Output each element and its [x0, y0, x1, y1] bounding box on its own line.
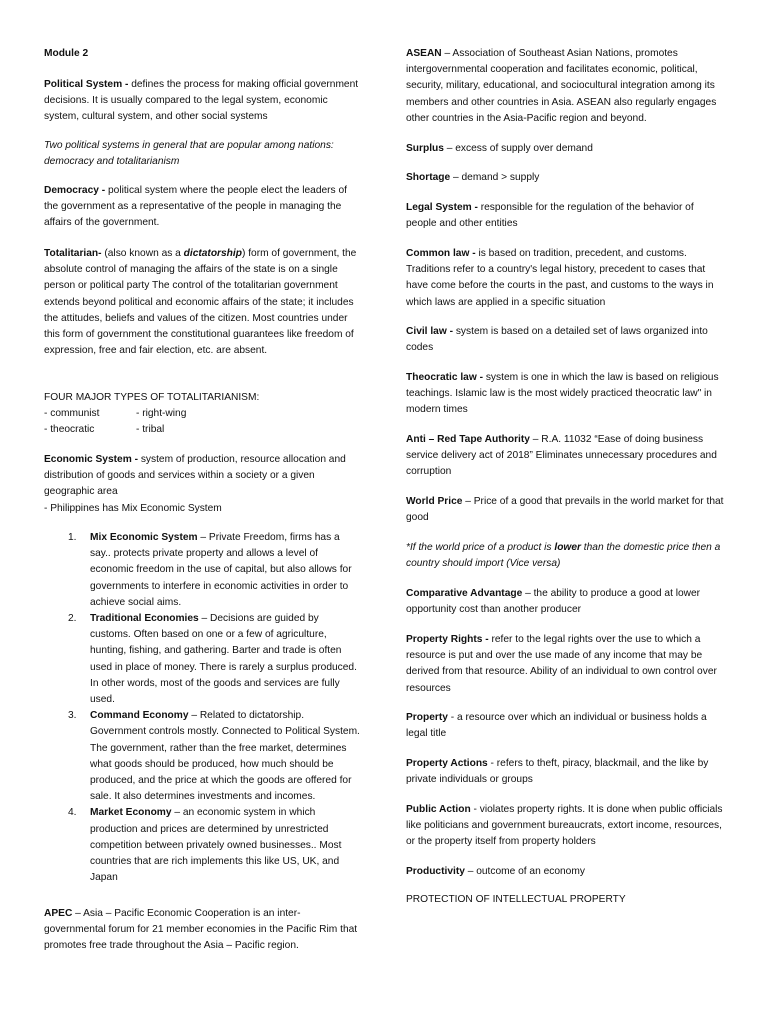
- totalitarian-definition: Totalitarian- (also known as a dictatorship) form of government, the absolute control of managing the affairs of the state is on a single person or political party The control of the totalitarian government extends beyond political and economic affairs of the state; it includes the attitudes, beliefs and values of the citizen. Most countries under this form of government the constitutional guarantees like freedom of expression, free and fair election, etc. are absent.: [44, 248, 357, 357]
- term: ASEAN: [406, 48, 442, 59]
- democracy-definition: Democracy - political system where the people elect the leaders of the government as a representative of the people in managing the affairs of the government.: [44, 185, 347, 229]
- term: Comparative Advantage: [406, 588, 523, 599]
- comparative-advantage-definition: Comparative Advantage – the ability to produce a good at lower opportunity cost than another producer: [406, 588, 701, 616]
- term: Property Rights -: [406, 634, 489, 645]
- term: Totalitarian-: [44, 248, 102, 259]
- world-price-note: *If the world price of a product is lower than the domestic price then a country should import (Vice versa): [406, 542, 721, 570]
- term: Anti – Red Tape Authority: [406, 434, 530, 445]
- property-rights-definition: Property Rights - refer to the legal rights over the use to which a resource is put and over the use made of any income that may be derived from that resource. Ability of an individual to own control over resources: [406, 634, 717, 694]
- list-item: 3. Command Economy – Related to dictatorship. Government controls mostly. Connected to Political System. The government, rather than the free market, determines what goods should be produced, how much should be produced, and the price at which the goods are offered for sale. It also determines investments and incomes.: [68, 710, 360, 803]
- term: Democracy -: [44, 185, 106, 196]
- term: Public Action: [406, 804, 471, 815]
- term: Economic System -: [44, 454, 138, 465]
- ip-heading: PROTECTION OF INTELLECTUAL PROPERTY: [406, 894, 626, 905]
- types-row: - theocratic - tribal: [44, 424, 165, 436]
- legal-system-definition: Legal System - responsible for the regulation of the behavior of people and other entities: [406, 202, 694, 230]
- list-item: 2. Traditional Economies – Decisions are guided by customs. Often based on one or a few of agriculture, hunting, fishing, and gathering. Barter and trade is often used in place of money. There is rarely a surplus produced. In other words, most of the goods and services are fully used.: [68, 613, 357, 706]
- term: APEC: [44, 908, 73, 919]
- red-tape-definition: Anti – Red Tape Authority – R.A. 11032 “Ease of doing business service delivery act of 2018” Eliminates unnecessary procedures and corruption: [406, 434, 717, 478]
- term: Productivity: [406, 866, 465, 877]
- property-definition: Property - a resource over which an individual or business holds a legal title: [406, 712, 707, 740]
- module-title: Module 2: [44, 48, 89, 59]
- term: Theocratic law -: [406, 372, 483, 383]
- world-price-definition: World Price – Price of a good that prevails in the world market for that good: [406, 496, 724, 524]
- economy-types-list: [44, 530, 362, 886]
- term: Property Actions: [406, 758, 488, 769]
- asean-definition: ASEAN – Association of Southeast Asian Nations, promotes intergovernmental cooperation and facilitates economic, political, security, military, educational, and sociocultural integration among its members and other countries in Asia. ASEAN also regularly engages other countries in the Asia-Pacific region and beyond.: [406, 48, 717, 124]
- economic-system-note: - Philippines has Mix Economic System: [44, 502, 222, 514]
- term: Surplus: [406, 143, 444, 154]
- civil-law-definition: Civil law - system is based on a detailed set of laws organized into codes: [406, 326, 708, 354]
- property-actions-definition: Property Actions - refers to theft, piracy, blackmail, and the like by private individuals or groups: [406, 758, 709, 786]
- term: Civil law -: [406, 326, 453, 337]
- common-law-definition: Common law - is based on tradition, precedent, and customs. Traditions refer to a country's legal history, precedent to cases that have come before the courts in the past, and customs to the ways in which laws are applied in a specific situation: [406, 248, 714, 308]
- term: Common law -: [406, 248, 476, 259]
- shortage-definition: Shortage – demand > supply: [406, 172, 540, 183]
- types-heading: FOUR MAJOR TYPES OF TOTALITARIANISM:: [44, 392, 260, 403]
- term: Shortage: [406, 172, 451, 183]
- surplus-definition: Surplus – excess of supply over demand: [406, 143, 593, 154]
- term: World Price: [406, 496, 463, 507]
- list-item: 1. Mix Economic System – Private Freedom, firms has a say.. protects private property and allows a level of economic freedom in the use of capital, but also allows for governments to interfere in economic activities in order to achieve social aims.: [68, 532, 352, 608]
- types-row: - communist - right-wing: [44, 408, 187, 420]
- public-action-definition: Public Action - violates property rights. It is done when public officials like politicians and government bureaucrats, extort income, resources, or the property itself from property holders: [406, 804, 723, 848]
- theocratic-law-definition: Theocratic law - system is one in which the law is based on religious teachings. Islamic law is the most widely practiced theocratic law" in modern times: [406, 372, 719, 416]
- apec-definition: APEC – Asia – Pacific Economic Cooperation is an inter-governmental forum for 21 member economies in the Pacific Rim that promotes free trade throughout the Asia – Pacific region.: [44, 908, 358, 952]
- term: Political System -: [44, 79, 129, 90]
- term: Property: [406, 712, 448, 723]
- productivity-definition: Productivity – outcome of an economy: [406, 866, 585, 877]
- political-system-definition: Political System - defines the process for making official government decisions. It is usually compared to the legal system, economic system, cultural system, and other social systems: [44, 79, 359, 123]
- list-item: 4. Market Economy – an economic system in which production and prices are determined by unrestricted competition between privately owned businesses.. Most countries that are rich implements this like US, UK, and Japan: [68, 807, 342, 884]
- economic-system-definition: Economic System - system of production, resource allocation and distribution of goods and services within a society or a given geographic area - Philippines has Mix Economic System: [44, 452, 362, 517]
- term: Legal System -: [406, 202, 478, 213]
- two-systems-note: Two political systems in general that are popular among nations: democracy and totalitarianism: [44, 140, 334, 168]
- totalitarianism-types: [44, 390, 362, 439]
